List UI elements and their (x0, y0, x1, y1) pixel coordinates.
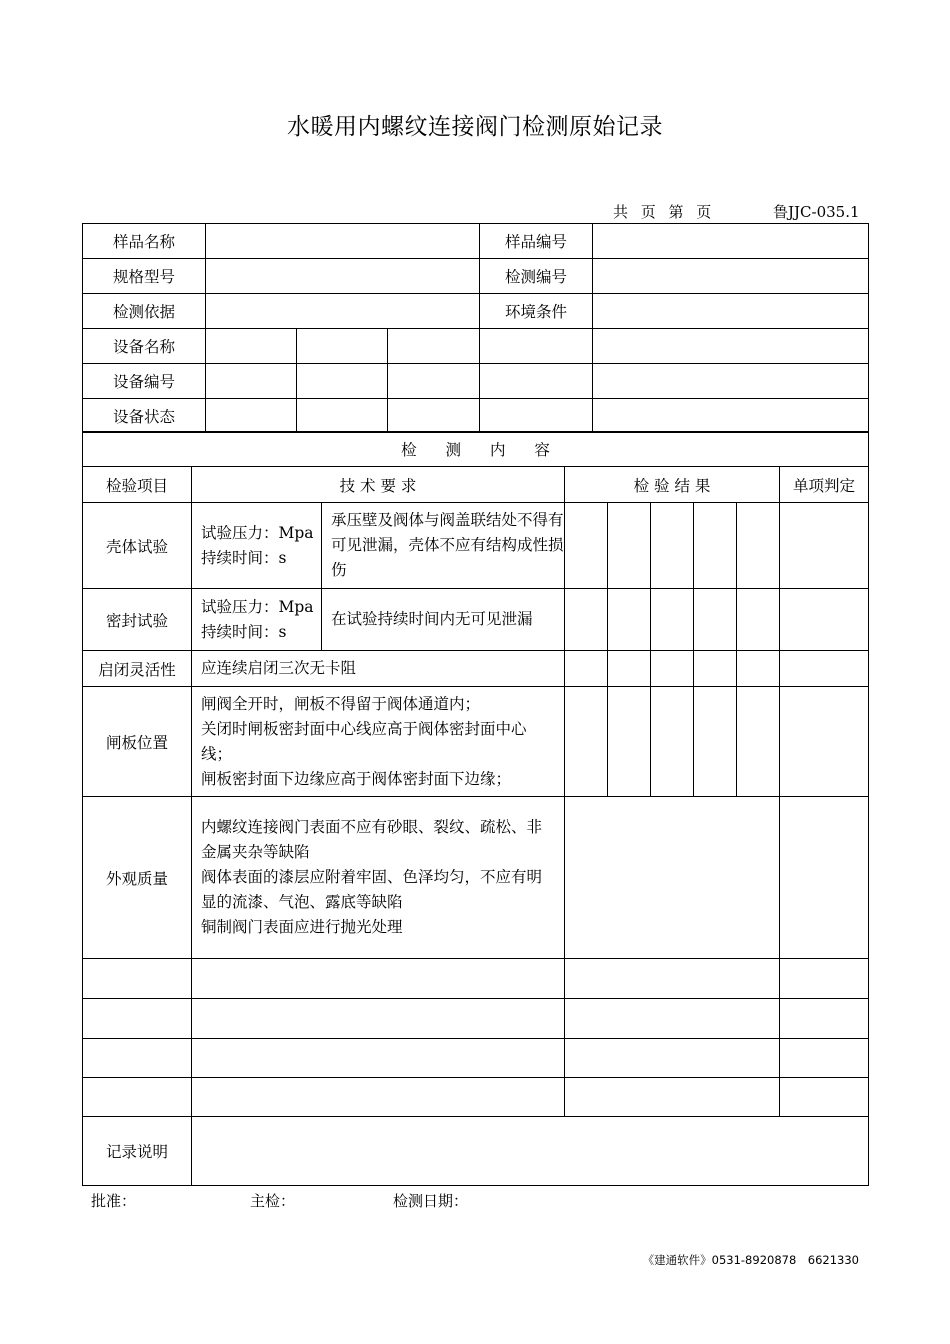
seal-test-label: 密封试验 (83, 589, 192, 651)
test-basis-value[interactable] (206, 294, 480, 329)
spec-model-label: 规格型号 (83, 259, 206, 294)
blank-judgement-cell[interactable] (780, 959, 869, 999)
result-cell[interactable] (694, 503, 737, 589)
blank-judgement-cell[interactable] (780, 1078, 869, 1117)
result-cell[interactable] (651, 651, 694, 687)
test-no-value[interactable] (593, 259, 869, 294)
flexibility-label: 启闭灵活性 (83, 651, 192, 687)
env-conditions-value[interactable] (593, 294, 869, 329)
judgement-cell[interactable] (780, 589, 869, 651)
equipment-status-cell[interactable] (388, 399, 480, 433)
sample-name-value[interactable] (206, 224, 480, 259)
result-cell[interactable] (565, 687, 608, 797)
blank-req-cell[interactable] (192, 959, 565, 999)
blank-result-cell[interactable] (565, 1078, 780, 1117)
blank-judgement-cell[interactable] (780, 1039, 869, 1078)
result-cell[interactable] (565, 503, 608, 589)
seal-test-duration: 持续时间：s (201, 622, 287, 641)
blank-item-cell[interactable] (83, 1078, 192, 1117)
env-conditions-label: 环境条件 (480, 294, 593, 329)
col-tech-req-header: 技 术 要 求 (192, 467, 565, 503)
equipment-name-cell[interactable] (297, 329, 388, 364)
document-title: 水暖用内螺纹连接阀门检测原始记录 (287, 114, 663, 140)
shell-test-requirement: 承压壁及阀体与阀盖联结处不得有可见泄漏，壳体不应有结构成性损伤 (322, 503, 565, 589)
col-result-header: 检 验 结 果 (565, 467, 780, 503)
blank-result-cell[interactable] (565, 959, 780, 999)
judgement-cell[interactable] (780, 687, 869, 797)
gate-req-line: 闸阀全开时，闸板不得留于阀体通道内； (201, 694, 481, 713)
test-basis-label: 检测依据 (83, 294, 206, 329)
result-cell[interactable] (737, 589, 780, 651)
blank-result-cell[interactable] (565, 1039, 780, 1078)
sample-name-label: 样品名称 (83, 224, 206, 259)
seal-test-requirement: 在试验持续时间内无可见泄漏 (322, 589, 565, 651)
notes-label: 记录说明 (83, 1117, 192, 1186)
result-cell[interactable] (608, 589, 651, 651)
inspection-table (82, 431, 869, 1186)
software-credit: 《建通软件》0531-8920878 6621330 (642, 1253, 859, 1267)
blank-result-cell[interactable] (565, 999, 780, 1039)
equipment-name-cell[interactable] (593, 329, 869, 364)
result-cell[interactable] (565, 589, 608, 651)
gate-req-line: 闸板密封面下边缘应高于阀体密封面下边缘； (201, 769, 512, 788)
equipment-status-cell[interactable] (480, 399, 593, 433)
test-no-label: 检测编号 (480, 259, 593, 294)
blank-req-cell[interactable] (192, 1078, 565, 1117)
blank-req-cell[interactable] (192, 1039, 565, 1078)
result-cell[interactable] (608, 687, 651, 797)
gate-position-label: 闸板位置 (83, 687, 192, 797)
equipment-no-cell[interactable] (388, 364, 480, 399)
equipment-name-cell[interactable] (206, 329, 297, 364)
test-date-label: 检测日期： (393, 1192, 469, 1210)
judgement-cell[interactable] (780, 797, 869, 959)
appearance-req-line: 铜制阀门表面应进行抛光处理 (201, 918, 403, 936)
seal-test-pressure: 试验压力：Mpa (201, 597, 314, 616)
approve-label: 批准： (91, 1192, 137, 1210)
form-code: 鲁JJC-035.1 (773, 203, 860, 221)
blank-judgement-cell[interactable] (780, 999, 869, 1039)
spec-model-value[interactable] (206, 259, 480, 294)
equipment-no-cell[interactable] (297, 364, 388, 399)
shell-test-duration: 持续时间：s (201, 548, 287, 567)
equipment-no-cell[interactable] (480, 364, 593, 399)
appearance-requirement (192, 797, 565, 959)
sample-no-value[interactable] (593, 224, 869, 259)
col-item-header: 检验项目 (83, 467, 192, 503)
notes-value[interactable] (192, 1117, 869, 1186)
result-cell[interactable] (694, 589, 737, 651)
equipment-status-cell[interactable] (206, 399, 297, 433)
equipment-status-label: 设备状态 (83, 399, 206, 433)
chief-inspector-label: 主检： (250, 1192, 296, 1210)
result-cell[interactable] (608, 503, 651, 589)
appearance-req-line: 内螺纹连接阀门表面不应有砂眼、裂纹、疏松、非金属夹杂等缺陷 (201, 818, 543, 861)
blank-item-cell[interactable] (83, 1039, 192, 1078)
info-table (82, 223, 869, 433)
equipment-name-cell[interactable] (388, 329, 480, 364)
result-cell[interactable] (608, 651, 651, 687)
appearance-req-line: 阀体表面的漆层应附着牢固、色泽均匀，不应有明显的流漆、气泡、露底等缺陷 (201, 868, 543, 911)
shell-test-label: 壳体试验 (83, 503, 192, 589)
equipment-name-cell[interactable] (480, 329, 593, 364)
equipment-status-cell[interactable] (297, 399, 388, 433)
page-info: 共 页 第 页 (613, 203, 712, 221)
blank-item-cell[interactable] (83, 999, 192, 1039)
result-cell[interactable] (694, 687, 737, 797)
flexibility-requirement: 应连续启闭三次无卡阻 (192, 651, 565, 687)
result-cell[interactable] (565, 651, 608, 687)
result-cell[interactable] (694, 651, 737, 687)
gate-position-requirement (192, 687, 565, 797)
result-cell[interactable] (651, 589, 694, 651)
equipment-no-label: 设备编号 (83, 364, 206, 399)
judgement-cell[interactable] (780, 651, 869, 687)
equipment-no-cell[interactable] (593, 364, 869, 399)
result-cell[interactable] (651, 503, 694, 589)
equipment-status-cell[interactable] (593, 399, 869, 433)
shell-test-pressure: 试验压力：Mpa (201, 523, 314, 542)
seal-test-params (192, 589, 322, 651)
result-cell[interactable] (737, 687, 780, 797)
result-cell[interactable] (651, 687, 694, 797)
section-title: 检 测 内 容 (83, 432, 869, 467)
equipment-no-cell[interactable] (206, 364, 297, 399)
appearance-result-cell[interactable] (565, 797, 780, 959)
judgement-cell[interactable] (780, 503, 869, 589)
sample-no-label: 样品编号 (480, 224, 593, 259)
appearance-label: 外观质量 (83, 797, 192, 959)
col-judgement-header: 单项判定 (780, 467, 869, 503)
equipment-name-label: 设备名称 (83, 329, 206, 364)
blank-item-cell[interactable] (83, 959, 192, 999)
result-cell[interactable] (737, 503, 780, 589)
blank-req-cell[interactable] (192, 999, 565, 1039)
gate-req-line: 关闭时闸板密封面中心线应高于阀体密封面中心线； (201, 719, 527, 763)
shell-test-params (192, 503, 322, 589)
result-cell[interactable] (737, 651, 780, 687)
